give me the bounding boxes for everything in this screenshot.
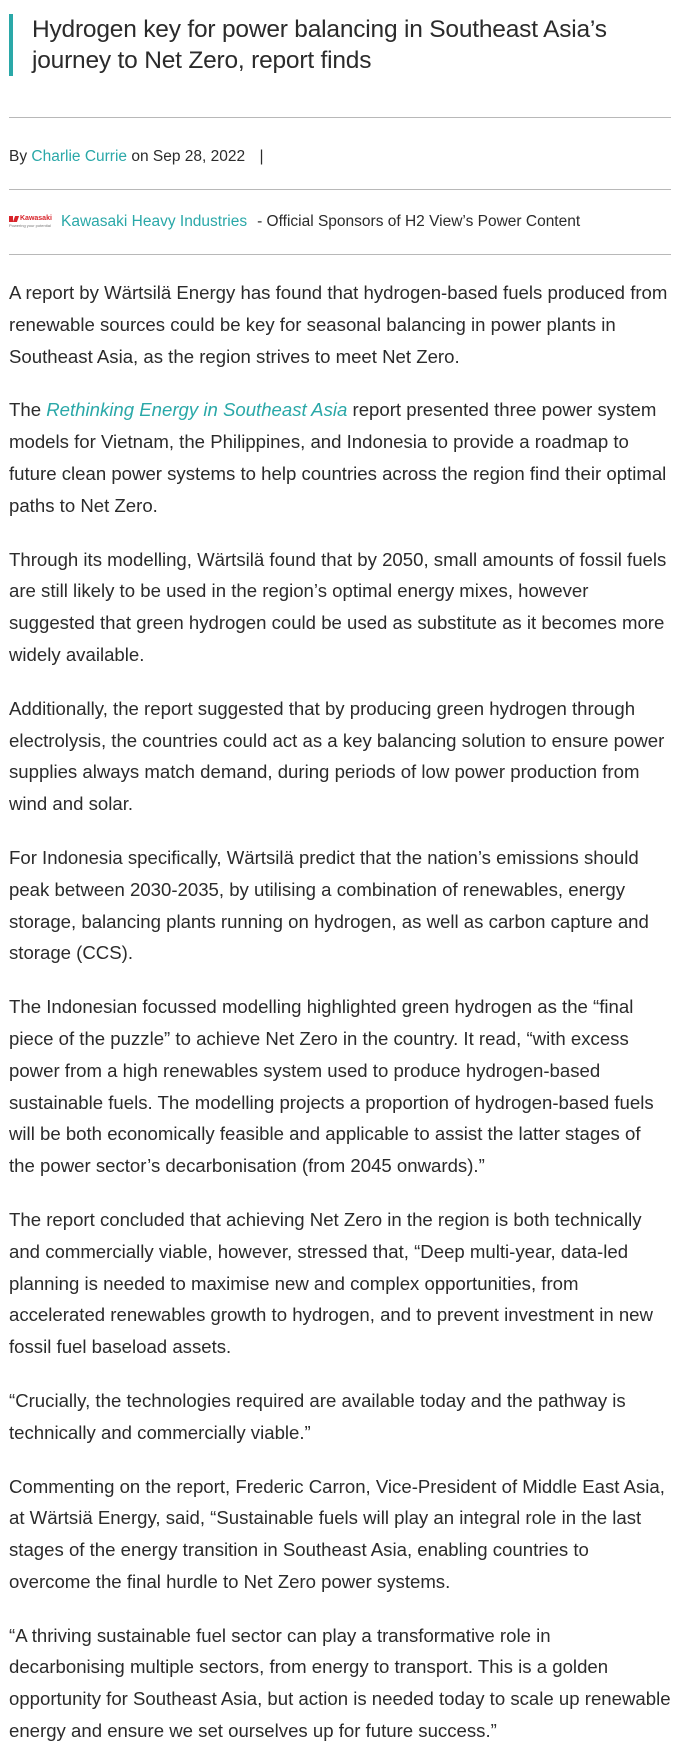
paragraph: Commenting on the report, Frederic Carron, Vice-President of Middle East Asia, at Wärtsiä Energy, said, “Sustainable fuels will play an integral role in the last stages of the energy transition in Southeast Asia, enabling countries to overcome the final hurdle to Net Zero power systems. [9, 1475, 665, 1592]
report-link[interactable]: Rethinking Energy in Southeast Asia [46, 399, 348, 421]
paragraph-text: report presented three power system models for Vietnam, the Philippines, and Indonesia to provide a roadmap to future clean power systems to help countries across the region find their optimal paths to Net Zero. [9, 399, 667, 516]
paragraph: The report concluded that achieving Net Zero in the region is both technically and commercially viable, however, stressed that, “Deep multi-year, data-led planning is needed to maximise new and complex opportunities, from accelerated renewables growth to hydrogen, and to prevent investment in new fossil fuel baseload assets. [9, 1208, 653, 1358]
paragraph: Through its modelling, Wärtsilä found that by 2050, small amounts of fossil fuels are still likely to be used in the region’s optimal energy mixes, however suggested that green hydrogen could be used as substitute as it becomes more widely available. [9, 548, 667, 665]
paragraph: For Indonesia specifically, Wärtsilä predict that the nation’s emissions should peak between 2030-2035, by utilising a combination of renewables, energy storage, balancing plants running on hydrogen, as well as carbon capture and storage (CCS). [9, 846, 649, 964]
paragraph: Additionally, the report suggested that by producing green hydrogen through electrolysis, the countries could act as a key balancing solution to ensure power supplies always match demand, during periods of low power production from wind and solar. [9, 697, 665, 815]
sponsor-bar [9, 190, 671, 254]
title-block [9, 14, 671, 76]
article-body [9, 255, 671, 1747]
paragraph: “A thriving sustainable fuel sector can play a transformative role in decarbonising multiple sectors, from energy to transport. This is a golden opportunity for Southeast Asia, but action is needed today to scale up renewable energy and ensure we set ourselves up for future success.” [9, 1624, 671, 1742]
kawasaki-mark-icon [9, 216, 19, 222]
sponsor-text: - Official Sponsors of H2 View’s Power Content [257, 213, 581, 230]
byline-separator: | [259, 148, 264, 165]
paragraph [9, 394, 671, 521]
publish-date: Sep 28, 2022 [152, 148, 246, 165]
kawasaki-logo[interactable] [9, 215, 53, 229]
article-title: Hydrogen key for power balancing in Southeast Asia’s journey to Net Zero, report finds [32, 16, 607, 74]
sponsor-company-link[interactable]: Kawasaki Heavy Industries [61, 213, 248, 230]
logo-wordmark: Kawasaki [20, 215, 52, 222]
paragraph: “Crucially, the technologies required are available today and the pathway is technically and commercially viable.” [9, 1389, 626, 1443]
paragraph: A report by Wärtsilä Energy has found that hydrogen-based fuels produced from renewable sources could be key for seasonal balancing in power plants in Southeast Asia, as the region strives to meet Net Zero. [9, 282, 668, 367]
article-container [0, 14, 680, 1747]
byline-prefix: By [9, 148, 28, 165]
date-prefix: on [131, 148, 149, 165]
paragraph: The Indonesian focussed modelling highlighted green hydrogen as the “final piece of the puzzle” to achieve Net Zero in the country. It read, “with excess power from a high renewables system used to produce hydrogen-based sustainable fuels. The modelling projects a proportion of hydrogen-based fuels will be both economically feasible and applicable to assist the latter stages of the power sector’s decarbonisation (from 2045 onwards).” [9, 996, 654, 1177]
paragraph-text: The [9, 399, 47, 421]
byline [9, 118, 671, 169]
logo-tagline: Powering your potential [9, 223, 51, 228]
author-link[interactable]: Charlie Currie [31, 148, 128, 165]
